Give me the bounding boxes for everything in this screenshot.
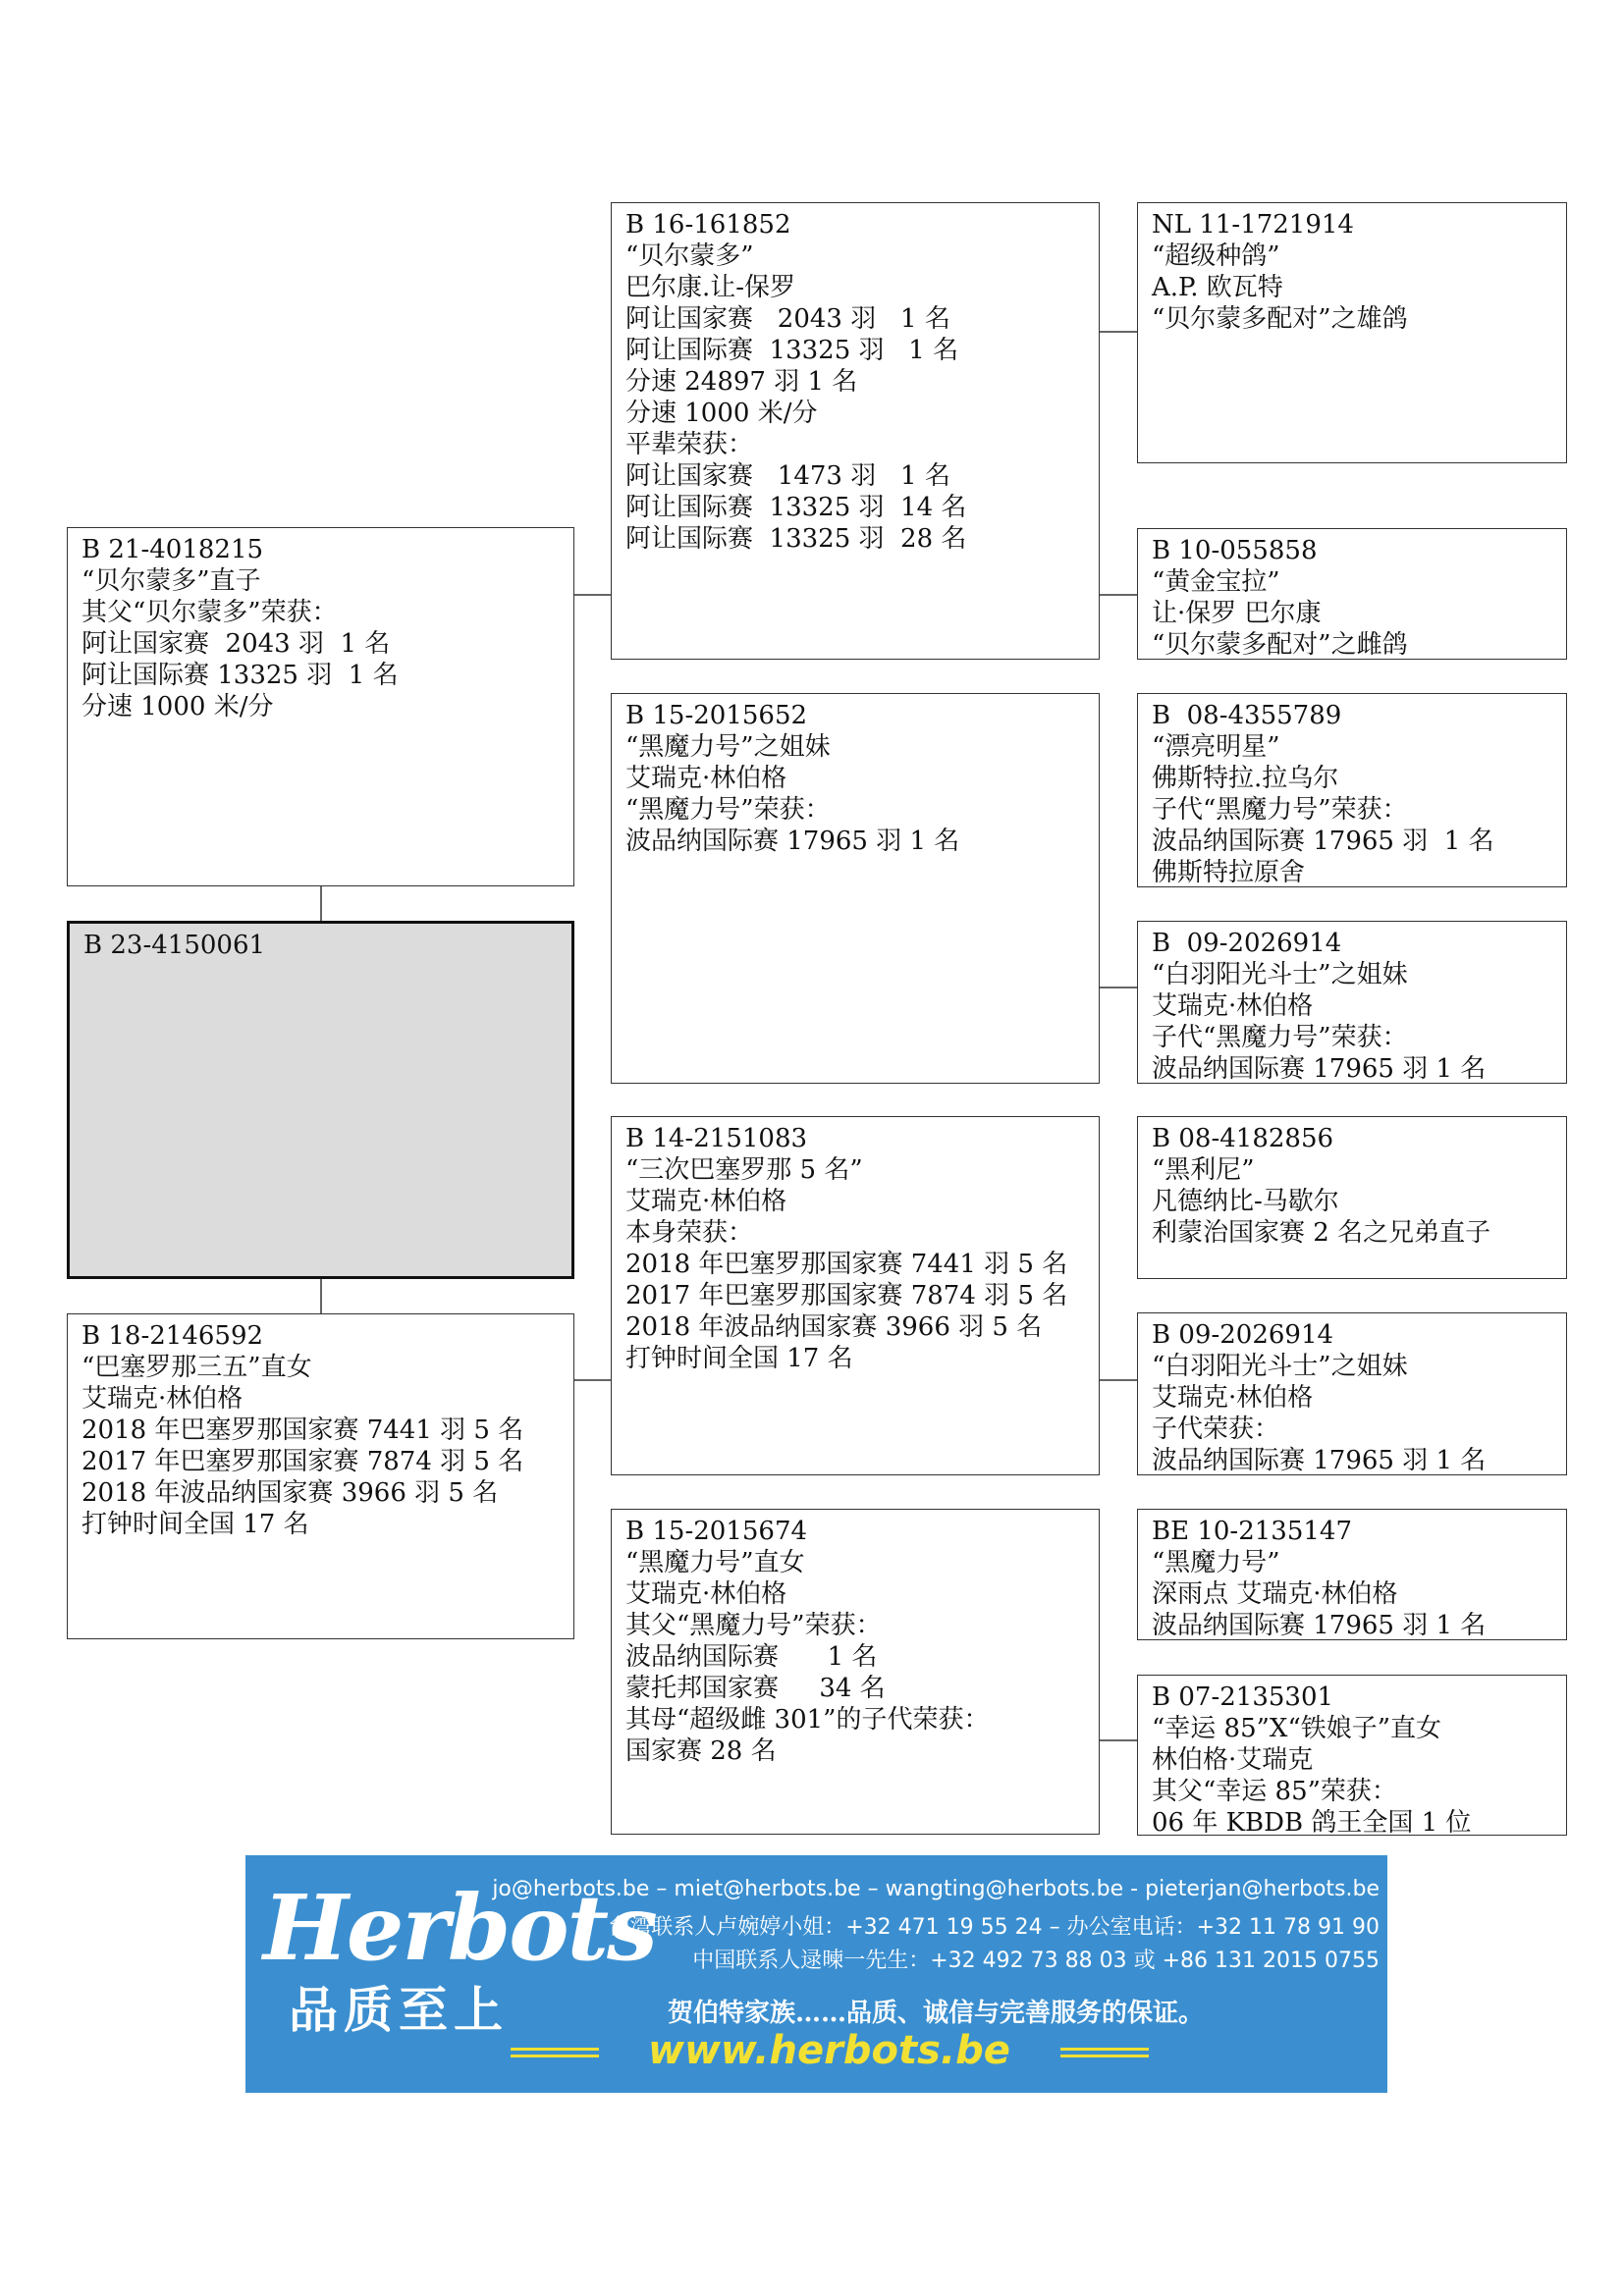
info-line: 其父“黑魔力号”荣获： bbox=[625, 1611, 882, 1640]
info-line: “黑利尼” bbox=[1152, 1155, 1255, 1185]
decor-line-left-2 bbox=[511, 2055, 599, 2057]
email-contacts: jo@herbots.be – miet@herbots.be – wangting@herbots.be - pieterjan@herbots.be bbox=[492, 1877, 1380, 1901]
ring-number: B 21-4018215 bbox=[81, 535, 264, 564]
info-line: 让·保罗 巴尔康 bbox=[1152, 599, 1322, 628]
ring-number: NL 11-1721914 bbox=[1152, 210, 1354, 240]
info-line: 国家赛 28 名 bbox=[625, 1736, 777, 1766]
ring-number: B 10-055858 bbox=[1152, 536, 1318, 565]
info-line: 06 年 KBDB 鸽王全国 1 位 bbox=[1152, 1808, 1472, 1836]
sire-lines bbox=[81, 534, 573, 722]
info-line: 阿让国家赛 1473 羽 1 名 bbox=[625, 461, 950, 491]
info-line: 佛斯特拉.拉乌尔 bbox=[1152, 764, 1339, 793]
info-line: 分速 1000 米/分 bbox=[625, 399, 818, 428]
info-line: “贝尔蒙多”直子 bbox=[81, 566, 261, 596]
website-link[interactable]: www.herbots.be bbox=[648, 2028, 1010, 2073]
info-line: “黑魔力号”之姐妹 bbox=[625, 732, 831, 762]
ring-number: B 07-2135301 bbox=[1152, 1682, 1334, 1712]
info-line: “贝尔蒙多” bbox=[625, 241, 754, 271]
info-line: 深雨点 艾瑞克·林伯格 bbox=[1152, 1579, 1398, 1609]
info-line: 波品纳国际赛 1 名 bbox=[625, 1642, 878, 1672]
info-line: “漂亮明星” bbox=[1152, 732, 1280, 762]
info-line: A.P. 欧瓦特 bbox=[1152, 273, 1283, 302]
ds-dam-lines bbox=[1152, 1319, 1566, 1475]
info-line: 巴尔康.让-保罗 bbox=[625, 273, 796, 302]
ring-number: BE 10-2135147 bbox=[1152, 1517, 1353, 1546]
ss-dam-lines bbox=[1152, 535, 1566, 660]
info-line: 艾瑞克·林伯格 bbox=[625, 1187, 787, 1216]
sire-card bbox=[67, 527, 574, 886]
dd-sire-card bbox=[1137, 1509, 1567, 1640]
info-line: 艾瑞克·林伯格 bbox=[625, 1579, 787, 1609]
ds-sire-lines bbox=[1152, 1123, 1566, 1249]
info-line: 艾瑞克·林伯格 bbox=[1152, 991, 1314, 1021]
info-line: 阿让国际赛 13325 羽 28 名 bbox=[625, 524, 967, 554]
info-line: “黑魔力号” bbox=[1152, 1548, 1280, 1577]
sire-sire-card bbox=[611, 202, 1100, 660]
dd-sire-lines bbox=[1152, 1516, 1566, 1640]
info-line: “超级种鸽” bbox=[1152, 241, 1280, 271]
info-line: “白羽阳光斗士”之姐妹 bbox=[1152, 1352, 1408, 1381]
info-line: 打钟时间全国 17 名 bbox=[625, 1344, 853, 1373]
ring-number: B 09-2026914 bbox=[1152, 929, 1342, 958]
info-line: 蒙托邦国家赛 34 名 bbox=[625, 1674, 886, 1703]
decor-line-right bbox=[1060, 2048, 1149, 2051]
sire-dam-lines bbox=[625, 700, 1099, 857]
ss-sire-lines bbox=[1152, 209, 1566, 335]
info-line: 分速 24897 羽 1 名 bbox=[625, 367, 858, 397]
info-line: 佛斯特拉原舍 bbox=[1152, 858, 1306, 887]
sd-sire-lines bbox=[1152, 700, 1566, 887]
info-line: 波品纳国际赛 17965 羽 1 名 bbox=[1152, 1446, 1487, 1475]
china-contact: 中国联系人逯暕一先生：+32 492 73 88 03 或 +86 131 2015 0755 bbox=[692, 1949, 1380, 1973]
ring-number: B 15-2015652 bbox=[625, 701, 808, 730]
info-line: 艾瑞克·林伯格 bbox=[81, 1384, 244, 1414]
info-line: 阿让国家赛 2043 羽 1 名 bbox=[625, 304, 950, 334]
info-line: 打钟时间全国 17 名 bbox=[81, 1510, 309, 1539]
info-line: 平辈荣获： bbox=[625, 430, 754, 459]
dam-dam-card bbox=[611, 1509, 1100, 1835]
info-line: 波品纳国际赛 17965 羽 1 名 bbox=[1152, 1054, 1487, 1084]
ds-sire-card bbox=[1137, 1116, 1567, 1279]
slogan: 贺伯特家族……品质、诚信与完善服务的保证。 bbox=[668, 1999, 1205, 2028]
dam-sire-card bbox=[611, 1116, 1100, 1475]
info-line: “贝尔蒙多配对”之雌鸽 bbox=[1152, 630, 1408, 660]
info-line: “三次巴塞罗那 5 名” bbox=[625, 1155, 863, 1185]
info-line: 波品纳国际赛 17965 羽 1 名 bbox=[625, 827, 960, 856]
dd-dam-card bbox=[1137, 1675, 1567, 1836]
herbots-logo: Herbots bbox=[263, 1875, 656, 1981]
sd-dam-card bbox=[1137, 921, 1567, 1084]
info-line: 其母“超级雌 301”的子代荣获： bbox=[625, 1705, 990, 1735]
herbots-banner bbox=[245, 1855, 1387, 2093]
info-line: “幸运 85”X“铁娘子”直女 bbox=[1152, 1714, 1442, 1743]
ring-number: B 09-2026914 bbox=[1152, 1320, 1334, 1350]
info-line: 凡德纳比-马歇尔 bbox=[1152, 1187, 1339, 1216]
info-line: 子代“黑魔力号”荣获： bbox=[1152, 795, 1408, 825]
info-line: 2018 年波品纳国家赛 3966 羽 5 名 bbox=[625, 1312, 1043, 1342]
ss-dam-card bbox=[1137, 528, 1567, 660]
taiwan-contact: 台湾联系人卢婉婷小姐：+32 471 19 55 24 – 办公室电话：+32 11 78 91 90 bbox=[608, 1915, 1380, 1940]
subject-card bbox=[67, 921, 574, 1279]
info-line: 林伯格·艾瑞克 bbox=[1152, 1745, 1314, 1775]
info-line: 艾瑞克·林伯格 bbox=[625, 764, 787, 793]
info-line: 2017 年巴塞罗那国家赛 7874 羽 5 名 bbox=[625, 1281, 1068, 1310]
ring-number: B 08-4182856 bbox=[1152, 1124, 1334, 1153]
info-line: “黑魔力号”直女 bbox=[625, 1548, 805, 1577]
info-line: “黄金宝拉” bbox=[1152, 567, 1280, 597]
info-line: 其父“幸运 85”荣获： bbox=[1152, 1777, 1397, 1806]
info-line: 2018 年波品纳国家赛 3966 羽 5 名 bbox=[81, 1478, 499, 1508]
info-line: 分速 1000 米/分 bbox=[81, 692, 274, 721]
sd-sire-card bbox=[1137, 693, 1567, 887]
decor-line-left bbox=[511, 2048, 599, 2051]
ring-number: B 23-4150061 bbox=[83, 931, 266, 960]
ds-dam-card bbox=[1137, 1312, 1567, 1475]
decor-line-right-2 bbox=[1060, 2055, 1149, 2057]
ring-number: B 15-2015674 bbox=[625, 1517, 808, 1546]
info-line: 2017 年巴塞罗那国家赛 7874 羽 5 名 bbox=[81, 1447, 524, 1476]
sire-sire-lines bbox=[625, 209, 1099, 555]
info-line: 2018 年巴塞罗那国家赛 7441 羽 5 名 bbox=[625, 1250, 1068, 1279]
ring-number: B 14-2151083 bbox=[625, 1124, 808, 1153]
info-line: 波品纳国际赛 17965 羽 1 名 bbox=[1152, 1611, 1487, 1640]
tagline: 品质至上 bbox=[289, 1982, 509, 2039]
dam-card bbox=[67, 1313, 574, 1639]
info-line: 利蒙治国家赛 2 名之兄弟直子 bbox=[1152, 1218, 1491, 1248]
dam-lines bbox=[81, 1320, 573, 1540]
sire-dam-card bbox=[611, 693, 1100, 1084]
info-line: “黑魔力号”荣获： bbox=[625, 795, 831, 825]
info-line: “贝尔蒙多配对”之雄鸽 bbox=[1152, 304, 1408, 334]
ring-number: B 08-4355789 bbox=[1152, 701, 1342, 730]
info-line: 阿让国家赛 2043 羽 1 名 bbox=[81, 629, 391, 659]
info-line: 其父“贝尔蒙多”荣获： bbox=[81, 598, 338, 627]
info-line: “白羽阳光斗士”之姐妹 bbox=[1152, 960, 1408, 989]
dam-sire-lines bbox=[625, 1123, 1099, 1374]
info-line: 子代荣获： bbox=[1152, 1415, 1280, 1444]
ss-sire-card bbox=[1137, 202, 1567, 463]
info-line: 艾瑞克·林伯格 bbox=[1152, 1383, 1314, 1413]
info-line: 阿让国际赛 13325 羽 14 名 bbox=[625, 493, 967, 522]
ring-number: B 18-2146592 bbox=[81, 1321, 264, 1351]
info-line: 本身荣获： bbox=[625, 1218, 754, 1248]
info-line: 波品纳国际赛 17965 羽 1 名 bbox=[1152, 827, 1494, 856]
ring-number: B 16-161852 bbox=[625, 210, 791, 240]
info-line: 2018 年巴塞罗那国家赛 7441 羽 5 名 bbox=[81, 1415, 524, 1445]
subject-lines bbox=[83, 930, 571, 961]
info-line: 阿让国际赛 13325 羽 1 名 bbox=[625, 336, 959, 365]
info-line: 子代“黑魔力号”荣获： bbox=[1152, 1023, 1408, 1052]
info-line: “巴塞罗那三五”直女 bbox=[81, 1353, 312, 1382]
info-line: 阿让国际赛 13325 羽 1 名 bbox=[81, 661, 399, 690]
dd-dam-lines bbox=[1152, 1682, 1566, 1836]
dam-dam-lines bbox=[625, 1516, 1099, 1767]
sd-dam-lines bbox=[1152, 928, 1566, 1084]
